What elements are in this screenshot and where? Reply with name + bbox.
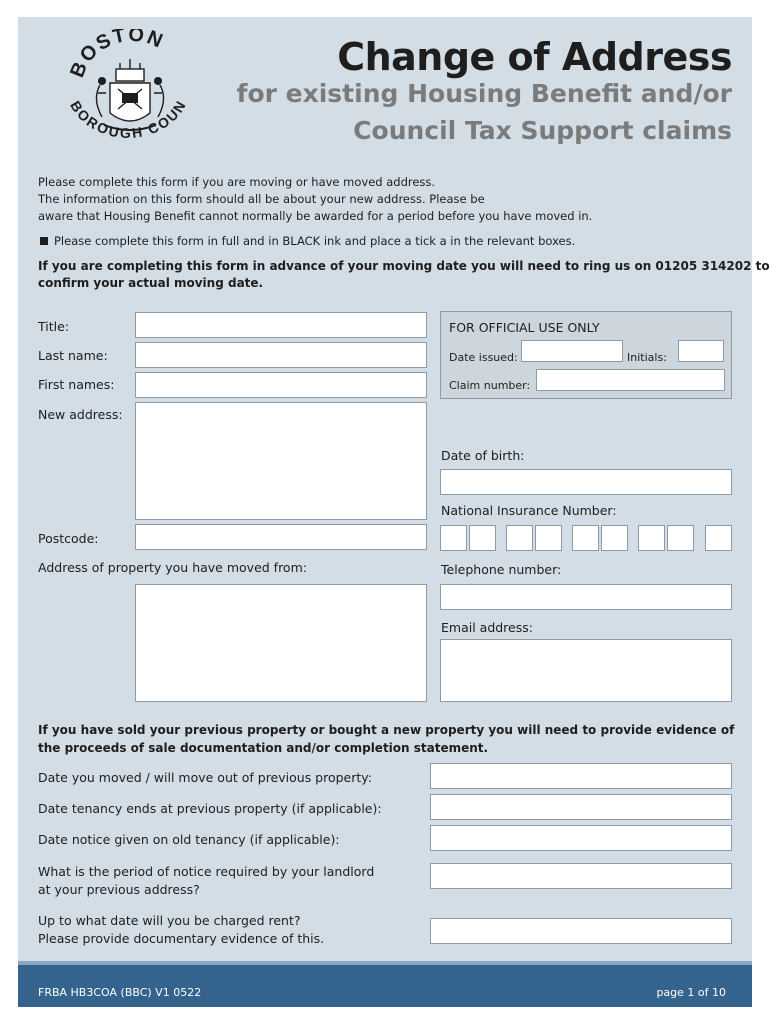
evidence-note-line: If you have sold your previous property or bought a new property you will need to provide evidence of: [38, 723, 735, 737]
intro-line: The information on this form should all be about your new address. Please be: [38, 192, 485, 206]
previous-address-field[interactable]: [135, 584, 427, 702]
last-name-label: Last name:: [38, 348, 108, 363]
page-title: Change of Address: [337, 35, 732, 79]
rent-date-line: Up to what date will you be charged rent?: [38, 913, 301, 928]
notice-period-field[interactable]: [430, 863, 732, 889]
ni-box[interactable]: [638, 525, 665, 551]
square-bullet-icon: [40, 237, 48, 245]
first-names-field[interactable]: [135, 372, 427, 398]
intro-line: Please complete this form if you are moving or have moved address.: [38, 175, 436, 189]
dob-field[interactable]: [440, 469, 732, 495]
ni-box[interactable]: [601, 525, 628, 551]
date-moved-field[interactable]: [430, 763, 732, 789]
intro-line: aware that Housing Benefit cannot normally be awarded for a period before you have moved in.: [38, 209, 593, 223]
advance-notice: [38, 258, 770, 292]
page-subtitle-line2: Council Tax Support claims: [353, 116, 732, 145]
ni-box[interactable]: [469, 525, 496, 551]
notice-period-line: at your previous address?: [38, 882, 200, 897]
new-address-field[interactable]: [135, 402, 427, 520]
claim-number-label: Claim number:: [449, 379, 531, 392]
initials-label: Initials:: [627, 351, 667, 364]
title-label: Title:: [38, 319, 69, 334]
advance-notice-line: If you are completing this form in advance of your moving date you will need to ring us on 01205 314202 to: [38, 259, 770, 273]
rent-date-label: [38, 912, 324, 948]
svg-text:BOSTON: BOSTON: [66, 29, 168, 81]
rent-date-line: Please provide documentary evidence of this.: [38, 931, 325, 946]
ni-box[interactable]: [506, 525, 533, 551]
date-moved-label: Date you moved / will move out of previous property:: [38, 770, 372, 785]
council-crest-icon: [60, 29, 200, 159]
notice-given-label: Date notice given on old tenancy (if applicable):: [38, 832, 340, 847]
postcode-label: Postcode:: [38, 531, 99, 546]
notice-period-line: What is the period of notice required by your landlord: [38, 864, 375, 879]
claim-number-field[interactable]: [536, 369, 725, 391]
advance-notice-line: confirm your actual moving date.: [38, 276, 264, 290]
previous-address-label: Address of property you have moved from:: [38, 560, 307, 575]
evidence-note: [38, 721, 734, 757]
svg-text:BOROUGH COUNCIL: BOROUGH COUN: [67, 96, 190, 142]
rent-date-field[interactable]: [430, 918, 732, 944]
ni-box[interactable]: [705, 525, 732, 551]
evidence-note-line: the proceeds of sale documentation and/or completion statement.: [38, 741, 489, 755]
page-subtitle-line1: for existing Housing Benefit and/or: [236, 79, 732, 108]
ni-box[interactable]: [440, 525, 467, 551]
form-code: FRBA HB3COA (BBC) V1 0522: [38, 986, 202, 999]
ni-box[interactable]: [667, 525, 694, 551]
ni-box[interactable]: [572, 525, 599, 551]
notice-given-field[interactable]: [430, 825, 732, 851]
date-issued-field[interactable]: [521, 340, 623, 362]
first-names-label: First names:: [38, 377, 115, 392]
tenancy-ends-field[interactable]: [430, 794, 732, 820]
dob-label: Date of birth:: [441, 448, 525, 463]
postcode-field[interactable]: [135, 524, 427, 550]
tenancy-ends-label: Date tenancy ends at previous property (if applicable):: [38, 801, 382, 816]
ni-box[interactable]: [535, 525, 562, 551]
council-logo: [60, 29, 200, 159]
page-number: page 1 of 10: [656, 986, 726, 999]
last-name-field[interactable]: [135, 342, 427, 368]
ni-number-label: National Insurance Number:: [441, 503, 617, 518]
official-use-box: [440, 311, 732, 399]
instruction-bullet-text: Please complete this form in full and in BLACK ink and place a tick a in the relevant boxes.: [54, 234, 576, 248]
intro-text: [38, 174, 592, 225]
official-use-heading: FOR OFFICIAL USE ONLY: [449, 320, 600, 335]
form-page: [18, 17, 770, 1007]
email-field[interactable]: [440, 639, 732, 702]
date-issued-label: Date issued:: [449, 351, 518, 364]
instruction-bullet: [40, 234, 575, 248]
email-label: Email address:: [441, 620, 533, 635]
notice-period-label: [38, 863, 374, 899]
telephone-label: Telephone number:: [441, 562, 562, 577]
new-address-label: New address:: [38, 407, 123, 422]
telephone-field[interactable]: [440, 584, 732, 610]
title-field[interactable]: [135, 312, 427, 338]
initials-field[interactable]: [678, 340, 724, 362]
